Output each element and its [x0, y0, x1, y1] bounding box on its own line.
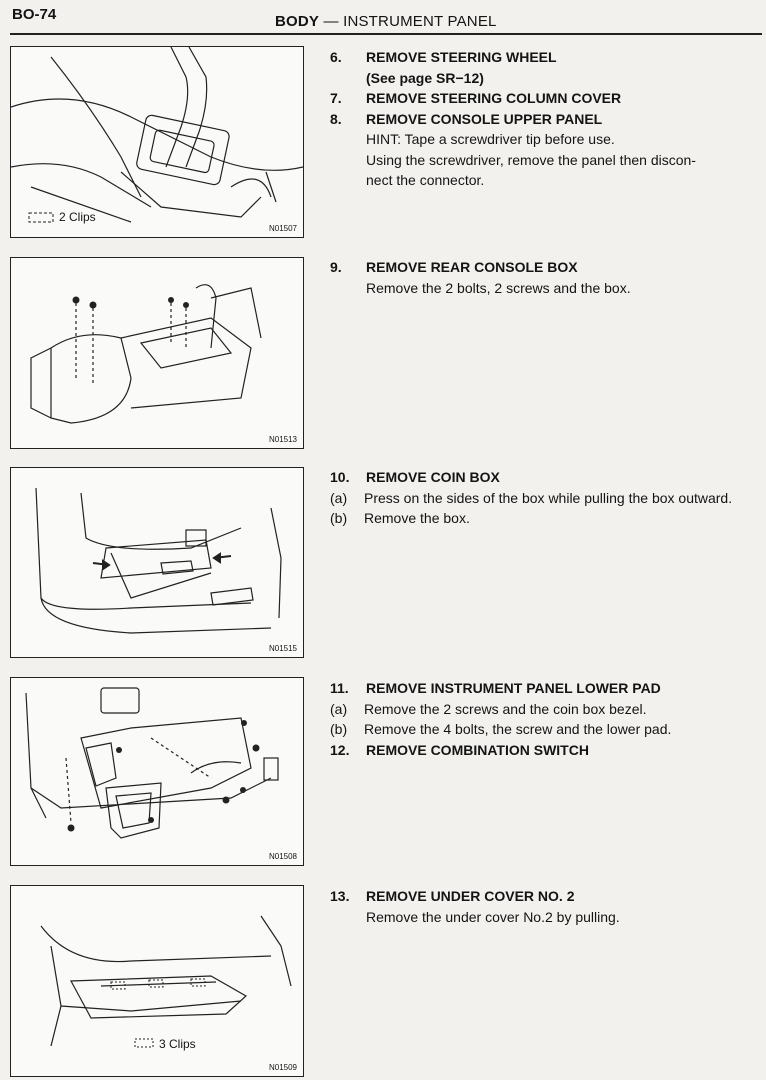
step-13-heading	[330, 886, 762, 907]
substep-a	[330, 488, 762, 509]
subsection-name: INSTRUMENT PANEL	[343, 13, 497, 30]
step-number: 10.	[330, 469, 350, 485]
figure-code: N01507	[268, 224, 297, 233]
substep-label: (a)	[330, 489, 348, 506]
substep-text: Press on the sides of the box while pulling the box outward.	[364, 489, 733, 506]
figure-code: N01508	[268, 852, 297, 861]
substep-b	[330, 719, 762, 740]
step-title: REMOVE COMBINATION SWITCH	[366, 741, 589, 758]
figure-code: N01515	[268, 644, 297, 653]
lower-pad-illustration	[11, 678, 303, 865]
figure-code: N01509	[268, 1063, 297, 1072]
console-upper-panel-illustration	[11, 47, 303, 237]
steps-11-12	[330, 678, 762, 760]
step-number: 9.	[330, 259, 342, 275]
coin-box-illustration	[11, 468, 303, 657]
step-10	[330, 467, 762, 529]
hint-text: HINT: Tape a screwdriver tip before use.	[366, 131, 615, 147]
step-number: 12.	[330, 741, 350, 758]
instruction-text: Using the screwdriver, remove the panel then discon-	[366, 151, 696, 168]
step-number: 13.	[330, 888, 350, 904]
page-number: BO-74	[12, 6, 57, 23]
step-title: REMOVE CONSOLE UPPER PANEL	[366, 110, 603, 127]
figure-lower-pad	[10, 677, 304, 866]
step-title: REMOVE STEERING COLUMN COVER	[366, 90, 622, 106]
substep-label: (b)	[330, 510, 348, 526]
step-number: 8.	[330, 110, 342, 127]
figure-under-cover	[10, 885, 304, 1077]
step-9	[330, 257, 762, 298]
header-rule	[10, 33, 762, 35]
step-number: 7.	[330, 90, 342, 106]
step-number: 11.	[330, 680, 349, 696]
figure-coin-box	[10, 467, 304, 658]
step-title: REMOVE STEERING WHEEL	[366, 49, 557, 65]
step-number: 6.	[330, 49, 342, 65]
substep-text: Remove the 2 screws and the coin box bezel.	[364, 700, 647, 717]
rear-console-box-illustration	[11, 258, 303, 448]
under-cover-illustration	[11, 886, 303, 1076]
instruction-text: nect the connector.	[366, 172, 485, 188]
step-title: REMOVE COIN BOX	[366, 469, 500, 485]
step-6-heading	[330, 47, 762, 68]
page-title	[275, 13, 497, 30]
instruction-text: Remove the 2 bolts, 2 screws and the box.	[366, 279, 631, 296]
step-8-heading	[330, 109, 762, 130]
step-title: REMOVE INSTRUMENT PANEL LOWER PAD	[366, 680, 661, 696]
figure-rear-console-box	[10, 257, 304, 449]
step-12-heading	[330, 740, 762, 761]
instruction-text: Remove the under cover No.2 by pulling.	[366, 908, 620, 925]
step-9-heading	[330, 257, 762, 278]
step-7-heading	[330, 88, 762, 109]
substep-b	[330, 508, 762, 529]
figure-console-upper-panel	[10, 46, 304, 238]
step-title: REMOVE UNDER COVER NO. 2	[366, 888, 575, 904]
step-title: REMOVE REAR CONSOLE BOX	[366, 259, 578, 275]
substep-a	[330, 699, 762, 720]
step-11-heading	[330, 678, 762, 699]
substep-label: (b)	[330, 721, 348, 737]
figure-code: N01513	[268, 435, 297, 444]
clips-label: 2 Clips	[59, 210, 96, 224]
section-name: BODY	[275, 13, 320, 30]
substep-text: Remove the box.	[364, 510, 470, 526]
steps-6-to-8	[330, 47, 762, 191]
page-reference: (See page SR−12)	[366, 69, 484, 86]
clips-label: 3 Clips	[159, 1037, 196, 1051]
step-10-heading	[330, 467, 762, 488]
step-13	[330, 886, 762, 927]
title-dash: —	[319, 13, 344, 30]
substep-text: Remove the 4 bolts, the screw and the lower pad.	[364, 721, 672, 737]
substep-label: (a)	[330, 700, 348, 717]
